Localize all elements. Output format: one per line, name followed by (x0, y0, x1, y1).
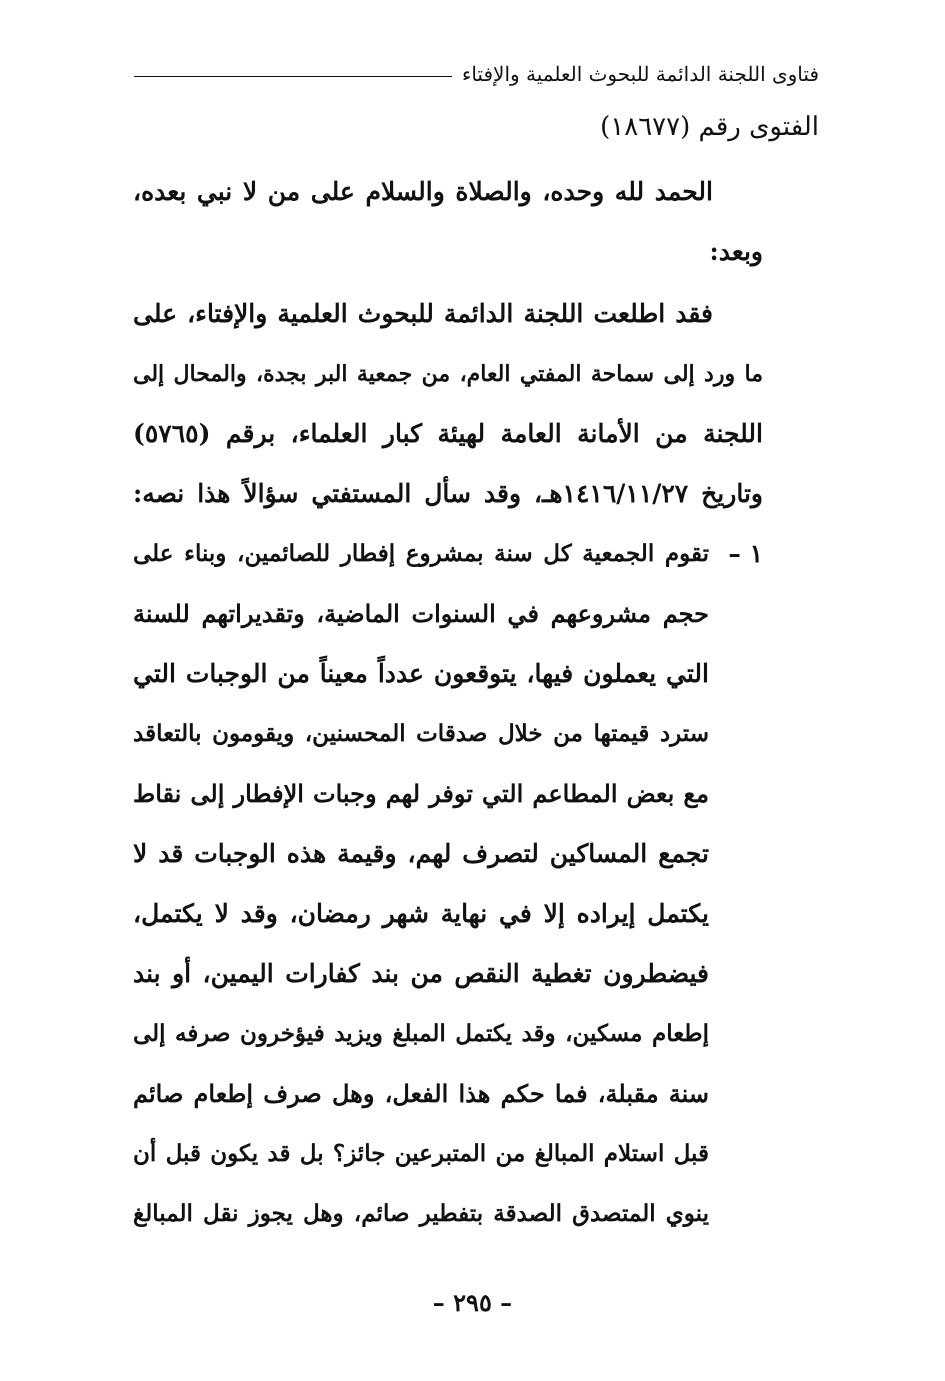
item-line-12: ينوي المتصدق الصدقة بتفطير صائم، وهل يجوز نقل المبالغ (133, 1200, 709, 1227)
item-line-3: التي يعملون فيها، يتوقعون عدداً معيناً من الوجبات التي (133, 659, 709, 688)
item-line-7: يكتمل إيراده إلا في نهاية شهر رمضان، وقد لا يكتمل، (133, 899, 709, 928)
opening-line-2: وبعد: (709, 237, 763, 266)
header-title: فتاوى اللجنة الدائمة للبحوث العلمية والإفتاء (461, 62, 819, 86)
fatwa-number: الفتوى رقم (١٨٦٧٧) (600, 112, 819, 142)
item-line-10: سنة مقبلة، فما حكم هذا الفعل، وهل صرف إطعام صائم (133, 1079, 709, 1108)
item-line-9: إطعام مسكين، وقد يكتمل المبلغ ويزيد فيؤخرون صرفه إلى (133, 1020, 709, 1047)
item-line-4: سترد قيمتها من خلال صدقات المحسنين، ويقومون بالتعاقد (133, 720, 709, 747)
paragraph-line-3: اللجنة من الأمانة العامة لهيئة كبار العلماء، برقم (٥٧٦٥) (133, 419, 763, 448)
paragraph-line-4: وتاريخ ١٤١٦/١١/٢٧هـ، وقد سأل المستفتي سؤالاً هذا نصه: (133, 479, 763, 508)
item-line-2: حجم مشروعهم في السنوات الماضية، وتقديراتهم للسنة (133, 599, 709, 628)
opening-line-1: الحمد لله وحده، والصلاة والسلام على من لا نبي بعده، (133, 177, 713, 206)
item-line-6: تجمع المساكين لتصرف لهم، وقيمة هذه الوجبات قد لا (133, 839, 709, 868)
paragraph-line-1: فقد اطلعت اللجنة الدائمة للبحوث العلمية والإفتاء، على (133, 299, 713, 328)
item-line-5: مع بعض المطاعم التي توفر لهم وجبات الإفطار إلى نقاط (133, 779, 709, 808)
item-number: ١ – (728, 539, 763, 568)
item-line-1: تقوم الجمعية كل سنة بمشروع إفطار للصائمين، وبناء على (133, 540, 709, 567)
header-rule (134, 76, 452, 77)
running-header (134, 58, 819, 90)
item-line-11: قبل استلام المبالغ من المتبرعين جائز؟ بل قد يكون قبل أن (133, 1140, 709, 1167)
item-line-8: فيضطرون تغطية النقص من بند كفارات اليمين، أو بند (133, 959, 709, 988)
page-number: – ٢٩٥ – (432, 1288, 513, 1317)
paragraph-line-2: ما ورد إلى سماحة المفتي العام، من جمعية البر بجدة، والمحال إلى (133, 361, 763, 387)
